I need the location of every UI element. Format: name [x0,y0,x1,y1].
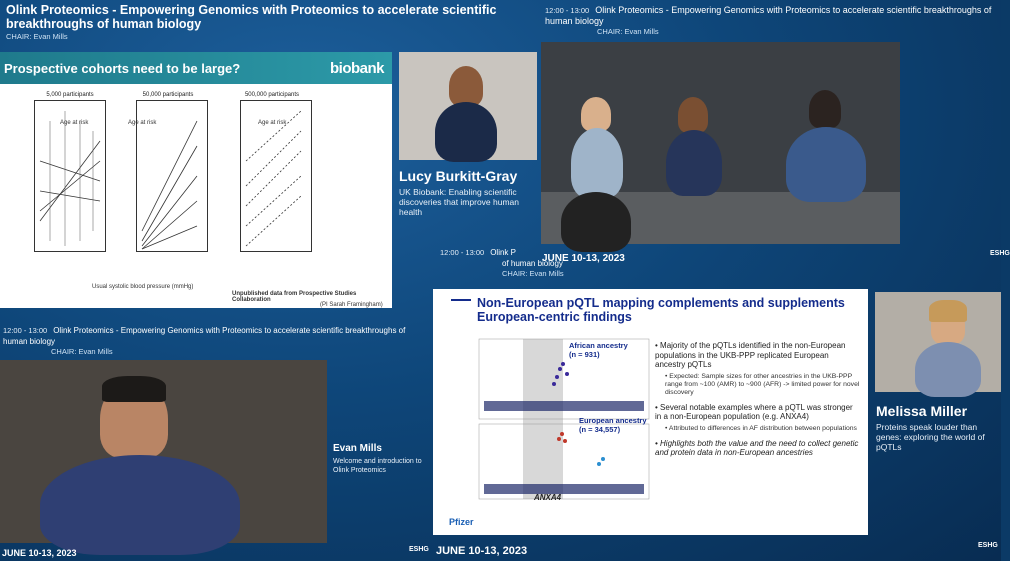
european-label [579,416,647,434]
speaker-hair [929,300,967,322]
slide-cohorts [0,52,392,308]
age-label: Age at risk [60,120,89,126]
video-panel [541,42,900,244]
session-chair: CHAIR: Evan Mills [6,32,68,41]
african-ancestry: African ancestry [569,341,628,350]
session-title: Olink Proteomics - Empowering Genomics with Proteomics to accelerate scientific breakthroughs of human biology [545,5,992,26]
session-chair: CHAIR: Evan Mills [502,269,564,278]
panelist-2-body [666,130,722,196]
bullet-1a-text: Expected: Sample sizes for other ancestries in the UKB-PPP range from ~100 (AMR) to ~900 (AFR) -> limited power for novel discovery [665,372,860,396]
speaker-body [915,342,981,397]
panel-label-500000: 500,000 participants [244,92,300,98]
session-time: 12:00 - 13:00 [3,326,48,335]
pfizer-logo: Pfizer [449,517,474,527]
session-time: 12:00 - 13:00 [545,6,590,15]
session-title: Olink Proteomics - Empowering Genomics with Proteomics to accelerate scientific breakthroughs of human biology [6,3,497,31]
slide-header [0,52,392,84]
european-ancestry: European ancestry [579,416,647,425]
data-note: Unpublished data from Prospective Studies Collaboration [232,291,357,303]
speaker-body [435,102,497,162]
bullet-1a: • Expected: Sample sizes for other ancestries in the UKB-PPP range from ~100 (AMR) to ~900 (AFR) -> limited power for novel discovery [665,372,860,396]
video-melissa [875,292,1001,392]
talk-title: Proteins speak louder than genes: exploring the world of pQTLs [876,422,985,452]
audience-head [561,192,631,252]
speaker-name: Evan Mills [333,443,382,454]
african-label [569,341,628,359]
panelist-1-body [571,128,623,198]
panel-label-50000: 50,000 participants [142,92,194,98]
top-left-header [6,3,526,41]
panelist-1-head [581,97,611,131]
bullet-list [655,341,860,458]
biobank-logo: biobank [329,59,384,77]
session-chair: CHAIR: Evan Mills [51,347,113,356]
bullet-2a: • Attributed to differences in AF distribution between populations [665,424,857,432]
eshg-logo: ESHG [990,250,1010,257]
bullet-3: • Highlights both the value and the need to collect genetic and protein data in non-European ancestries [655,438,859,457]
melissa-caption [876,403,1001,452]
age-label: Age at risk [128,120,157,126]
slide-body [0,84,392,308]
panelist-3-head [809,90,841,128]
eshg-logo: ESHG [978,542,998,549]
bullet-2-text: Several notable examples where a pQTL was stronger in a non-European population (e.g. ANXA4) [655,402,853,421]
age-label: Age at risk [258,120,287,126]
event-date: JUNE 10-13, 2023 [542,253,625,264]
bullet-2a-text: Attributed to differences in AF distribution between populations [668,424,857,432]
bullet-2: • Several notable examples where a pQTL was stronger in a non-European population (e.g. ANXA4) [655,402,853,421]
talk-title: UK Biobank: Enabling scientific discoveries that improve human health [399,187,520,217]
event-date: JUNE 10-13, 2023 [2,548,77,558]
speaker-head [449,66,483,106]
lucy-caption [399,168,539,217]
speaker-body [40,455,240,555]
gene-label: ANXA4 [534,493,562,502]
eshg-logo: ESHG [409,546,429,553]
slide-title: Prospective cohorts need to be large? [4,60,241,76]
session-title-line2: of human biology [502,259,563,268]
african-n: (n = 931) [569,350,600,359]
european-n: (n = 34,557) [579,425,621,434]
data-credit: (PI Sarah Framingham) [320,302,383,308]
talk-title: Welcome and introduction to Olink Proteomics [333,458,422,474]
bullet-1-text: Majority of the pQTLs identified in the non-European populations in the UKB-PPP replicated European ancestry pQTLs [655,341,846,369]
slide-title: Non-European pQTL mapping complements and supplements European-centric findings [477,296,845,324]
session-chair: CHAIR: Evan Mills [597,27,659,36]
top-right-header [545,5,1000,36]
bottom-left-header [3,325,423,356]
panel-label-5000: 5,000 participants [46,92,94,98]
session-time: 12:00 - 13:00 [440,248,485,257]
panelist-2-head [678,97,708,133]
title-bar [451,299,471,301]
slide-pqtl [433,289,868,535]
x-axis-label: Usual systolic blood pressure (mmHg) [92,284,194,290]
event-date: JUNE 10-13, 2023 [436,545,528,557]
panelist-3-body [786,127,866,202]
speaker-hair [102,376,166,402]
session-title: Olink Proteomics - Empowering Genomics with Proteomics to accelerate scientific breakthroughs of human biology [3,326,406,346]
speaker-name: Lucy Burkitt-Gray [399,168,518,184]
bullet-3-text: Highlights both the value and the need to collect genetic and protein data in non-European ancestries [655,438,859,457]
evan-caption [333,443,433,475]
video-lucy [399,52,537,160]
bullet-1: • Majority of the pQTLs identified in the non-European populations in the UKB-PPP replicated European ancestry pQTLs [655,341,846,369]
speaker-name: Melissa Miller [876,403,968,419]
session-title-clipped: Olink P [490,248,516,257]
video-evan [0,360,327,543]
